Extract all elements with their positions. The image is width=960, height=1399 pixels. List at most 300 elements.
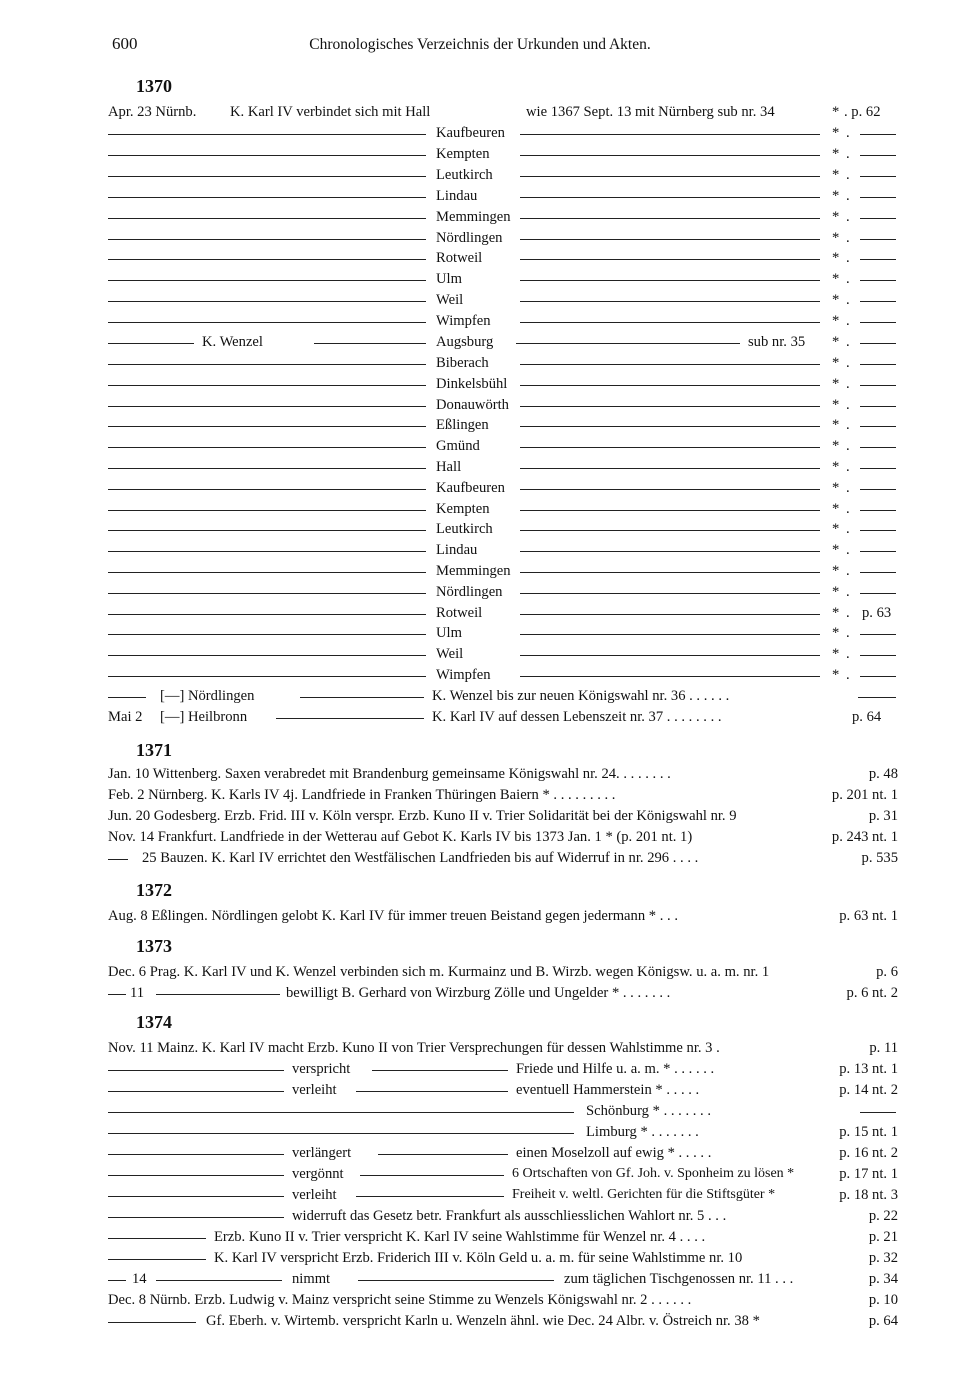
entry-verb: vergönnt xyxy=(292,1166,344,1182)
ditto-dash xyxy=(860,447,896,448)
page-reference: p. 31 xyxy=(868,808,898,824)
ditto-dash xyxy=(860,385,896,386)
city-name: Ulm xyxy=(436,271,462,288)
ditto-dash xyxy=(860,239,896,240)
ditto-dash xyxy=(520,634,820,635)
entry-verb: verleiht xyxy=(292,1082,337,1098)
year-heading: 1370 xyxy=(136,76,172,96)
footnote-star: * xyxy=(832,313,840,330)
ditto-dash xyxy=(860,551,896,552)
entry-line xyxy=(108,906,898,926)
entry-line xyxy=(108,457,898,477)
footnote-star: * xyxy=(832,125,840,141)
ditto-dash xyxy=(108,301,426,302)
dot: . xyxy=(846,208,850,225)
entry-verb: verleiht xyxy=(292,1187,337,1203)
dot: . xyxy=(846,229,850,246)
entry-date: 14 xyxy=(132,1271,147,1287)
ditto-dash xyxy=(108,134,426,135)
entry-text: K. Karl IV verbindet sich mit Hall xyxy=(230,104,431,120)
city-name: Lindau xyxy=(436,542,478,559)
dot: . xyxy=(846,521,850,538)
entry-text: Freiheit v. weltl. Gerichten für die Stiftsgüter * xyxy=(512,1187,776,1202)
entry-line xyxy=(108,1059,898,1079)
entry-line xyxy=(108,764,898,784)
ditto-dash xyxy=(108,406,426,407)
dot: . xyxy=(846,187,850,204)
city-name: [—] Nördlingen xyxy=(160,688,255,704)
page-reference: . p. 62 xyxy=(844,104,881,120)
entry-text: K. Wenzel xyxy=(202,334,263,350)
ditto-dash xyxy=(860,426,896,427)
city-name: Ulm xyxy=(436,625,462,642)
footnote-star: * xyxy=(832,229,840,246)
entry-line xyxy=(108,1269,898,1289)
footnote-star: * xyxy=(832,187,840,204)
page-reference: p. 201 nt. 1 xyxy=(831,787,898,803)
ditto-dash xyxy=(520,551,820,552)
entry-text: Jun. 20 Godesberg. Erzb. Frid. III v. Köln verspr. Erzb. Kuno II v. Trier Solidarität bei der Königswahl nr. 9 xyxy=(108,808,737,824)
ditto-dash xyxy=(108,530,426,531)
ditto-dash xyxy=(108,176,426,177)
entry-line xyxy=(108,436,898,456)
ditto-dash xyxy=(520,676,820,677)
entry-line xyxy=(108,540,898,560)
footnote-star: * xyxy=(832,500,840,517)
ditto-dash xyxy=(520,406,820,407)
city-name: Wimpfen xyxy=(436,667,491,683)
entry-text: Jan. 10 Wittenberg. Saxen verabredet mit Brandenburg gemeinsame Königswahl nr. 24. . . . . . . . xyxy=(108,766,671,782)
ditto-dash xyxy=(860,489,896,490)
year-heading: 1372 xyxy=(136,880,172,900)
ditto-dash xyxy=(108,1322,196,1323)
city-name: Donauwörth xyxy=(436,396,509,413)
entry-line xyxy=(108,1185,898,1205)
entry-text: widerruft das Gesetz betr. Frankfurt als ausschliesslichen Wahlort nr. 5 . . . xyxy=(292,1208,727,1224)
entry-text: Nov. 11 Mainz. K. Karl IV macht Erzb. Kuno II von Trier Versprechungen für dessen Wahlstimme nr. 3 . xyxy=(108,1040,720,1056)
ditto-dash xyxy=(520,239,820,240)
ditto-dash xyxy=(108,1217,284,1218)
ditto-dash xyxy=(860,155,896,156)
ditto-dash xyxy=(108,1091,284,1092)
ditto-dash xyxy=(860,301,896,302)
ditto-dash xyxy=(860,259,896,260)
dot: . xyxy=(846,125,850,141)
entry-reference: wie 1367 Sept. 13 mit Nürnberg sub nr. 34 xyxy=(526,104,775,120)
ditto-dash xyxy=(108,1133,574,1134)
ditto-dash xyxy=(520,447,820,448)
footnote-star: * xyxy=(832,334,840,350)
entry-text: bewilligt B. Gerhard von Wirzburg Zölle und Ungelder * . . . . . . . xyxy=(286,985,671,1001)
city-name: Wimpfen xyxy=(436,313,491,330)
entry-line xyxy=(108,644,898,664)
footnote-star: * xyxy=(832,417,840,434)
dot: . xyxy=(846,667,850,683)
dot: . xyxy=(846,563,850,579)
ditto-dash xyxy=(108,510,426,511)
ditto-dash xyxy=(860,134,896,135)
page-reference: p. 14 nt. 2 xyxy=(839,1082,898,1098)
entry-line xyxy=(108,1122,898,1142)
entry-line xyxy=(108,165,898,185)
footnote-star: * xyxy=(832,292,840,309)
page-reference: p. 63 xyxy=(862,604,892,621)
entry-line xyxy=(108,603,898,623)
city-name: Lindau xyxy=(436,187,478,204)
entry-line xyxy=(108,1290,898,1310)
dot: . xyxy=(846,313,850,330)
dot: . xyxy=(846,271,850,288)
entry-text: K. Karl IV auf dessen Lebenszeit nr. 37 . . . . . . . . xyxy=(432,709,722,725)
entry-reference: sub nr. 35 xyxy=(748,334,806,350)
page-reference: p. 243 nt. 1 xyxy=(831,829,898,845)
entry-line xyxy=(108,983,898,1003)
ditto-dash xyxy=(108,859,128,860)
entry-line xyxy=(108,707,898,727)
page-reference: p. 64 xyxy=(852,709,882,725)
footnote-star: * xyxy=(832,459,840,475)
ditto-dash xyxy=(108,994,126,995)
entry-text: Erzb. Kuno II v. Trier verspricht K. Karl IV seine Wahlstimme für Wenzel nr. 4 . . . . xyxy=(214,1229,706,1245)
ditto-dash xyxy=(108,385,426,386)
entry-text: Aug. 8 Eßlingen. Nördlingen gelobt K. Karl IV für immer treuen Beistand gegen jedermann * . . . xyxy=(108,908,678,924)
ditto-dash xyxy=(520,385,820,386)
ditto-dash xyxy=(860,510,896,511)
ditto-dash xyxy=(314,343,426,344)
page-reference: p. 18 nt. 3 xyxy=(839,1187,898,1203)
entry-date: Mai 2 xyxy=(108,709,143,725)
page-reference: p. 6 nt. 2 xyxy=(846,985,898,1001)
ditto-dash xyxy=(108,197,426,198)
page-reference: p. 63 nt. 1 xyxy=(839,908,898,924)
ditto-dash xyxy=(520,489,820,490)
page-reference: p. 48 xyxy=(868,766,898,782)
footnote-star: * xyxy=(832,521,840,538)
dot: . xyxy=(846,292,850,309)
entry-line xyxy=(108,582,898,602)
ditto-dash xyxy=(108,572,426,573)
ditto-dash xyxy=(860,468,896,469)
city-name: Dinkelsbühl xyxy=(436,375,508,392)
entry-line xyxy=(108,186,898,206)
city-name: Weil xyxy=(436,646,464,663)
entry-line xyxy=(108,478,898,498)
dot: . xyxy=(846,542,850,559)
ditto-dash xyxy=(520,176,820,177)
entry-line xyxy=(108,499,898,519)
dot: . xyxy=(846,438,850,455)
page-reference: p. 535 xyxy=(861,850,898,866)
city-name: Biberach xyxy=(436,355,489,371)
ditto-dash xyxy=(108,468,426,469)
entry-line xyxy=(108,785,898,805)
ditto-dash xyxy=(108,634,426,635)
ditto-dash xyxy=(520,655,820,656)
ditto-dash xyxy=(520,280,820,281)
footnote-star: * xyxy=(832,208,840,225)
city-name: Memmingen xyxy=(436,208,511,225)
city-name: Kempten xyxy=(436,145,490,162)
year-heading: 1371 xyxy=(136,740,172,760)
ditto-dash xyxy=(520,259,820,260)
ditto-dash xyxy=(860,655,896,656)
city-name: Augsburg xyxy=(436,334,494,350)
entry-line xyxy=(108,374,898,394)
dot: . xyxy=(846,375,850,392)
ditto-dash xyxy=(356,1091,508,1092)
ditto-dash xyxy=(860,343,896,344)
ditto-dash xyxy=(520,134,820,135)
dot: . xyxy=(846,334,850,350)
ditto-dash xyxy=(108,218,426,219)
entry-text: K. Wenzel bis zur neuen Königswahl nr. 36 . . . . . . xyxy=(432,688,730,704)
ditto-dash xyxy=(108,676,426,677)
ditto-dash xyxy=(520,614,820,615)
city-name: Weil xyxy=(436,292,464,309)
ditto-dash xyxy=(378,1154,508,1155)
entry-date: Apr. 23 Nürnb. xyxy=(108,104,197,120)
ditto-dash xyxy=(520,364,820,365)
entry-line xyxy=(108,561,898,581)
dot: . xyxy=(846,583,850,600)
footnote-star: * xyxy=(832,104,840,120)
ditto-dash xyxy=(108,697,146,698)
ditto-dash xyxy=(520,510,820,511)
ditto-dash xyxy=(520,572,820,573)
city-name: Eßlingen xyxy=(436,417,489,434)
entry-line xyxy=(108,228,898,248)
footnote-star: * xyxy=(832,166,840,183)
entry-line xyxy=(108,1164,898,1184)
ditto-dash xyxy=(520,322,820,323)
entry-line xyxy=(108,311,898,331)
footnote-star: * xyxy=(832,438,840,455)
ditto-dash xyxy=(108,239,426,240)
ditto-dash xyxy=(520,197,820,198)
city-name: Leutkirch xyxy=(436,166,493,183)
ditto-dash xyxy=(108,1070,284,1071)
entry-line xyxy=(108,332,898,352)
ditto-dash xyxy=(108,593,426,594)
ditto-dash xyxy=(156,994,280,995)
footnote-star: * xyxy=(832,625,840,642)
entry-line xyxy=(108,1101,898,1121)
ditto-dash xyxy=(520,218,820,219)
dot: . xyxy=(846,646,850,663)
ditto-dash xyxy=(520,426,820,427)
entry-text: Feb. 2 Nürnberg. K. Karls IV 4j. Landfriede in Franken Thüringen Baiern * . . . . . . . . . xyxy=(108,787,616,803)
ditto-dash xyxy=(156,1280,282,1281)
entry-line xyxy=(108,102,898,122)
dot: . xyxy=(846,355,850,371)
entry-date: 11 xyxy=(130,985,145,1001)
entry-line xyxy=(108,415,898,435)
dot: . xyxy=(846,625,850,642)
ditto-dash xyxy=(108,614,426,615)
entry-line xyxy=(108,144,898,164)
ditto-dash xyxy=(108,155,426,156)
entry-line xyxy=(108,827,898,847)
ditto-dash xyxy=(516,343,740,344)
ditto-dash xyxy=(860,322,896,323)
city-name: Leutkirch xyxy=(436,521,493,538)
footnote-star: * xyxy=(832,604,840,621)
entry-line xyxy=(108,686,898,706)
footnote-star: * xyxy=(832,375,840,392)
ditto-dash xyxy=(860,280,896,281)
footnote-star: * xyxy=(832,667,840,683)
page-reference: p. 6 xyxy=(876,964,898,980)
page-title: Chronologisches Verzeichnis der Urkunden und Akten. xyxy=(309,36,651,53)
dot: . xyxy=(846,479,850,496)
ditto-dash xyxy=(858,697,896,698)
ditto-dash xyxy=(300,697,424,698)
ditto-dash xyxy=(108,1175,284,1176)
year-heading: 1374 xyxy=(136,1012,172,1032)
ditto-dash xyxy=(108,551,426,552)
page-reference: p. 17 nt. 1 xyxy=(839,1166,898,1182)
ditto-dash xyxy=(108,1280,126,1281)
dot: . xyxy=(846,604,850,621)
city-name: Nördlingen xyxy=(436,583,503,600)
ditto-dash xyxy=(108,364,426,365)
city-name: Kempten xyxy=(436,500,490,517)
page-reference: p. 34 xyxy=(868,1271,898,1287)
entry-line xyxy=(108,269,898,289)
entry-text: Friede und Hilfe u. a. m. * . . . . . . xyxy=(516,1061,715,1077)
ditto-dash xyxy=(108,1259,206,1260)
page-reference: p. 16 nt. 2 xyxy=(839,1145,898,1161)
ditto-dash xyxy=(860,676,896,677)
ditto-dash xyxy=(860,530,896,531)
page-reference: p. 32 xyxy=(868,1250,898,1266)
ditto-dash xyxy=(860,1112,896,1113)
ditto-dash xyxy=(108,1238,206,1239)
page-reference: p. 22 xyxy=(868,1208,898,1224)
entry-text: Dec. 6 Prag. K. Karl IV und K. Wenzel verbinden sich m. Kurmainz und B. Wirzb. wegen Königsw. u. a. m. nr. 1 xyxy=(108,964,770,980)
city-name: Memmingen xyxy=(436,563,511,579)
ditto-dash xyxy=(860,593,896,594)
entry-line xyxy=(108,123,898,143)
dot: . xyxy=(846,396,850,413)
city-name: Gmünd xyxy=(436,438,480,455)
ditto-dash xyxy=(360,1175,504,1176)
ditto-dash xyxy=(520,301,820,302)
footnote-star: * xyxy=(832,396,840,413)
city-name: Rotweil xyxy=(436,604,483,621)
entry-text: Limburg * . . . . . . . xyxy=(586,1124,699,1140)
page-reference: p. 13 nt. 1 xyxy=(839,1061,898,1077)
ditto-dash xyxy=(358,1280,554,1281)
entry-verb: verspricht xyxy=(292,1061,351,1077)
ditto-dash xyxy=(372,1070,508,1071)
entry-text: Dec. 8 Nürnb. Erzb. Ludwig v. Mainz verspricht seine Stimme zu Wenzels Königswahl nr. 2 . . . . . . xyxy=(108,1292,692,1308)
entry-text: einen Moselzoll auf ewig * . . . . . xyxy=(516,1145,712,1161)
ditto-dash xyxy=(520,155,820,156)
entry-text: eventuell Hammerstein * . . . . . xyxy=(516,1082,700,1098)
dot: . xyxy=(846,500,850,517)
ditto-dash xyxy=(520,468,820,469)
ditto-dash xyxy=(276,718,424,719)
entry-text: zum täglichen Tischgenossen nr. 11 . . . xyxy=(564,1271,794,1287)
entry-line xyxy=(108,1206,898,1226)
ditto-dash xyxy=(860,572,896,573)
entry-line xyxy=(108,806,898,826)
page-reference: p. 11 xyxy=(869,1040,898,1056)
footnote-star: * xyxy=(832,145,840,162)
city-name: Nördlingen xyxy=(436,229,503,246)
ditto-dash xyxy=(108,322,426,323)
ditto-dash xyxy=(860,634,896,635)
year-heading: 1373 xyxy=(136,936,172,956)
ditto-dash xyxy=(108,259,426,260)
entry-line xyxy=(108,248,898,268)
ditto-dash xyxy=(108,426,426,427)
dot: . xyxy=(846,459,850,475)
footnote-star: * xyxy=(832,479,840,496)
entry-text: K. Karl IV verspricht Erzb. Friderich III v. Köln Geld u. a. m. für seine Wahlstimme nr. 10 xyxy=(214,1250,743,1266)
ditto-dash xyxy=(108,1112,574,1113)
entry-line xyxy=(108,290,898,310)
page-reference: p. 15 nt. 1 xyxy=(839,1124,898,1140)
entry-text: 25 Bauzen. K. Karl IV errichtet den Westfälischen Landfrieden bis auf Widerruf in nr. 296 . . . . xyxy=(142,850,699,866)
ditto-dash xyxy=(108,343,194,344)
entry-text: Schönburg * . . . . . . . xyxy=(586,1103,711,1119)
ditto-dash xyxy=(860,197,896,198)
entry-line xyxy=(108,1080,898,1100)
entry-verb: verlängert xyxy=(292,1145,352,1161)
ditto-dash xyxy=(356,1196,504,1197)
ditto-dash xyxy=(860,218,896,219)
dot: . xyxy=(846,166,850,183)
entry-line xyxy=(108,395,898,415)
footnote-star: * xyxy=(832,583,840,600)
entry-line xyxy=(108,623,898,643)
footnote-star: * xyxy=(832,355,840,371)
entry-text: Nov. 14 Frankfurt. Landfriede in der Wetterau auf Gebot K. Karls IV bis 1373 Jan. 1 * (p. 201 nt. 1) xyxy=(108,829,693,845)
entry-text: 6 Ortschaften von Gf. Joh. v. Sponheim zu lösen * xyxy=(512,1166,795,1181)
ditto-dash xyxy=(108,280,426,281)
ditto-dash xyxy=(860,364,896,365)
ditto-dash xyxy=(860,176,896,177)
footnote-star: * xyxy=(832,271,840,288)
page-number: 600 xyxy=(112,34,138,53)
dot: . xyxy=(846,417,850,434)
entry-line xyxy=(108,207,898,227)
ditto-dash xyxy=(520,593,820,594)
ditto-dash xyxy=(520,530,820,531)
entry-line xyxy=(108,962,898,982)
city-name: Rotweil xyxy=(436,250,483,267)
entry-line xyxy=(108,1311,898,1331)
city-name: Kaufbeuren xyxy=(436,479,505,496)
ditto-dash xyxy=(860,406,896,407)
entry-line xyxy=(108,1248,898,1268)
city-name: Kaufbeuren xyxy=(436,125,505,141)
city-name: Hall xyxy=(436,459,462,475)
page-reference: p. 64 xyxy=(868,1313,898,1329)
entry-line xyxy=(108,848,898,868)
ditto-dash xyxy=(108,447,426,448)
entry-line xyxy=(108,1227,898,1247)
ditto-dash xyxy=(108,655,426,656)
page-reference: p. 21 xyxy=(868,1229,898,1245)
footnote-star: * xyxy=(832,646,840,663)
entry-line xyxy=(108,519,898,539)
entry-line xyxy=(108,353,898,373)
ditto-dash xyxy=(108,1154,284,1155)
footnote-star: * xyxy=(832,563,840,579)
